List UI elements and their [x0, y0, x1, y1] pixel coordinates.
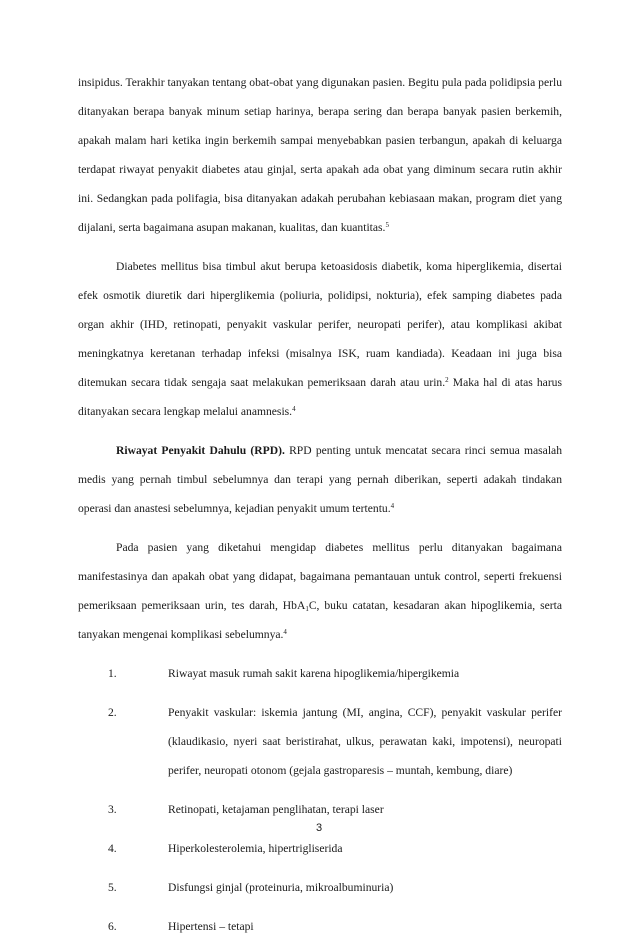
page-number: 3 — [315, 822, 323, 834]
list-item-text: Penyakit vaskular: iskemia jantung (MI, angina, CCF), penyakit vaskular perifer (klaudikasio, nyeri saat beristirahat, ulkus, perawatan kaki, impotensi), neuropati perifer, neuropati otonom (gejala gastroparesis – muntah, kembung, diare) — [168, 706, 562, 777]
list-item-number: 3. — [108, 803, 117, 816]
list-item — [78, 834, 562, 863]
paragraph-1 — [78, 68, 562, 242]
list-item-number: 4. — [108, 842, 117, 855]
list-item-number: 6. — [108, 920, 117, 933]
list-item-number: 5. — [108, 881, 117, 894]
citation-ref: 4 — [283, 628, 287, 636]
citation-ref: 5 — [385, 221, 389, 229]
paragraph-2-text-a: Diabetes mellitus bisa timbul akut berupa ketoasidosis diabetik, koma hiperglikemia, disertai efek osmotik diuretik dari hiperglikemia (poliuria, polidipsi, nokturia), efek samping diabetes pada organ akhir (IHD, retinopati, penyakit vaskular perifer, neuropati perifer), atau komplikasi akibat meningkatnya keretanan terhadap infeksi (misalnya ISK, ruam kandiada). Keadaan ini juga bisa ditemukan secara tidak sengaja saat melakukan pemeriksaan darah atau urin. — [78, 260, 562, 389]
list-item — [78, 795, 562, 824]
list-item-text: Disfungsi ginjal (proteinuria, mikroalbuminuria) — [168, 881, 394, 894]
list-item-text: Riwayat masuk rumah sakit karena hipoglikemia/hipergikemia — [168, 667, 460, 680]
paragraph-1-text: insipidus. Terakhir tanyakan tentang obat-obat yang digunakan pasien. Begitu pula pada polidipsia perlu ditanyakan berapa banyak minum setiap harinya, berapa sering dan berapa banyak pasien berkemih, apakah malam hari ketika ingin berkemih sampai menyebabkan pasien terbangun, apakah di keluarga terdapat riwayat penyakit diabetes atau ginjal, serta apakah ada obat yang diminum secara rutin akhir ini. Sedangkan pada polifagia, bisa ditanyakan adakah perubahan kebiasaan makan, program diet yang dijalani, serta bagaimana asupan makanan, kualitas, dan kuantitas. — [78, 76, 562, 234]
list-item — [78, 659, 562, 688]
list-item-text: Hipertensi – tetapi — [168, 920, 254, 933]
history-list — [78, 659, 562, 941]
list-item — [78, 912, 562, 941]
subscript: 1 — [305, 605, 309, 613]
paragraph-2-text-b: Maka hal di atas harus ditanyakan secara lengkap melalui anamnesis. — [78, 376, 562, 418]
paragraph-4-text-a: Pada pasien yang diketahui mengidap diabetes mellitus perlu ditanyakan bagaimana manifestasinya dan apakah obat yang didapat, bagaimana pemantauan untuk control, seperti frekuensi pemeriksaan pemeriksaan urin, tes darah, HbA — [78, 541, 562, 612]
citation-ref: 2 — [445, 376, 449, 384]
list-item — [78, 698, 562, 785]
page-content — [78, 68, 562, 951]
section-heading-rpd: Riwayat Penyakit Dahulu (RPD). — [116, 444, 285, 457]
paragraph-4-text-b: C, buku catatan, kesadaran akan hipoglikemia, serta tanyakan mengenai komplikasi sebelumnya. — [78, 599, 562, 641]
list-item-text: Retinopati, ketajaman penglihatan, terapi laser — [168, 803, 384, 816]
paragraph-3 — [78, 436, 562, 523]
citation-ref: 4 — [390, 502, 395, 510]
list-item-number: 1. — [108, 667, 117, 680]
list-item-text: Hiperkolesterolemia, hipertrigliserida — [168, 842, 343, 855]
paragraph-2 — [78, 252, 562, 426]
paragraph-4 — [78, 533, 562, 649]
list-item — [78, 873, 562, 902]
paragraph-3-text: RPD penting untuk mencatat secara rinci semua masalah medis yang pernah timbul sebelumnya dan terapi yang pernah diberikan, seperti adakah tindakan operasi dan anastesi sebelumnya, kejadian penyakit umum tertentu. — [78, 444, 562, 515]
citation-ref: 4 — [292, 405, 296, 413]
list-item-number: 2. — [108, 706, 117, 719]
